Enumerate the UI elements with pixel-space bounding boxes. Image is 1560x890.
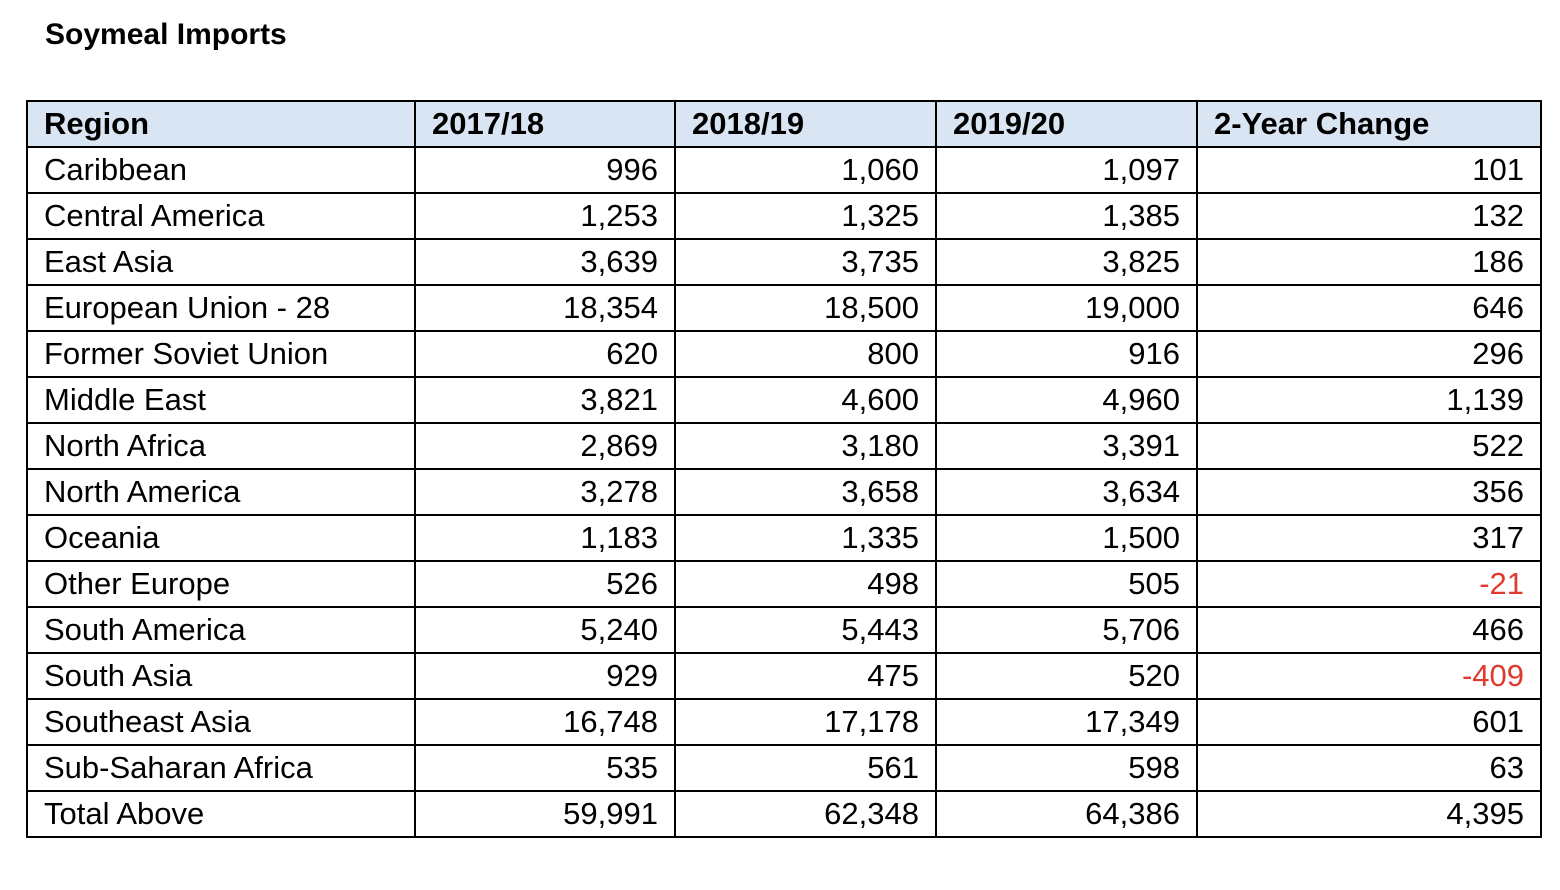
- value-2019-20-cell: 598: [936, 745, 1197, 791]
- value-2017-18-cell: 18,354: [415, 285, 675, 331]
- table-row: [27, 423, 1541, 469]
- value-2017-18-cell: 526: [415, 561, 675, 607]
- value-2017-18-cell: 59,991: [415, 791, 675, 837]
- value-2018-19-cell: 62,348: [675, 791, 936, 837]
- two-year-change-cell: -21: [1197, 561, 1541, 607]
- value-2018-19-cell: 18,500: [675, 285, 936, 331]
- table-row: [27, 745, 1541, 791]
- region-cell: North America: [27, 469, 415, 515]
- table-row: [27, 699, 1541, 745]
- two-year-change-cell: 356: [1197, 469, 1541, 515]
- value-2018-19-cell: 3,180: [675, 423, 936, 469]
- value-2018-19-cell: 17,178: [675, 699, 936, 745]
- value-2018-19-cell: 561: [675, 745, 936, 791]
- region-cell: South Asia: [27, 653, 415, 699]
- value-2017-18-cell: 1,253: [415, 193, 675, 239]
- value-2018-19-cell: 5,443: [675, 607, 936, 653]
- table-row: [27, 285, 1541, 331]
- value-2019-20-cell: 3,825: [936, 239, 1197, 285]
- value-2019-20-cell: 1,385: [936, 193, 1197, 239]
- value-2017-18-cell: 929: [415, 653, 675, 699]
- column-header-2018-19: 2018/19: [675, 101, 936, 147]
- table-row: [27, 331, 1541, 377]
- table-row: [27, 239, 1541, 285]
- table-row: [27, 791, 1541, 837]
- value-2019-20-cell: 17,349: [936, 699, 1197, 745]
- value-2017-18-cell: 3,821: [415, 377, 675, 423]
- value-2019-20-cell: 19,000: [936, 285, 1197, 331]
- region-cell: North Africa: [27, 423, 415, 469]
- table-row: [27, 561, 1541, 607]
- value-2019-20-cell: 520: [936, 653, 1197, 699]
- table-row: [27, 653, 1541, 699]
- two-year-change-cell: 186: [1197, 239, 1541, 285]
- column-header-2017-18: 2017/18: [415, 101, 675, 147]
- table-row: [27, 193, 1541, 239]
- region-cell: Oceania: [27, 515, 415, 561]
- value-2018-19-cell: 3,658: [675, 469, 936, 515]
- region-cell: Central America: [27, 193, 415, 239]
- two-year-change-cell: 466: [1197, 607, 1541, 653]
- value-2017-18-cell: 5,240: [415, 607, 675, 653]
- two-year-change-cell: -409: [1197, 653, 1541, 699]
- value-2019-20-cell: 505: [936, 561, 1197, 607]
- value-2017-18-cell: 620: [415, 331, 675, 377]
- value-2019-20-cell: 4,960: [936, 377, 1197, 423]
- value-2017-18-cell: 2,869: [415, 423, 675, 469]
- soymeal-imports-table: [26, 100, 1542, 838]
- value-2019-20-cell: 5,706: [936, 607, 1197, 653]
- value-2019-20-cell: 64,386: [936, 791, 1197, 837]
- table-body: [27, 147, 1541, 837]
- value-2019-20-cell: 916: [936, 331, 1197, 377]
- two-year-change-cell: 1,139: [1197, 377, 1541, 423]
- region-cell: Former Soviet Union: [27, 331, 415, 377]
- table-row: [27, 515, 1541, 561]
- value-2017-18-cell: 535: [415, 745, 675, 791]
- two-year-change-cell: 601: [1197, 699, 1541, 745]
- two-year-change-cell: 4,395: [1197, 791, 1541, 837]
- region-cell: Sub-Saharan Africa: [27, 745, 415, 791]
- value-2019-20-cell: 3,391: [936, 423, 1197, 469]
- two-year-change-cell: 132: [1197, 193, 1541, 239]
- table-row: [27, 607, 1541, 653]
- region-cell: European Union - 28: [27, 285, 415, 331]
- two-year-change-cell: 646: [1197, 285, 1541, 331]
- value-2018-19-cell: 4,600: [675, 377, 936, 423]
- two-year-change-cell: 101: [1197, 147, 1541, 193]
- value-2017-18-cell: 16,748: [415, 699, 675, 745]
- header-row: [27, 101, 1541, 147]
- value-2018-19-cell: 1,325: [675, 193, 936, 239]
- value-2019-20-cell: 1,097: [936, 147, 1197, 193]
- value-2018-19-cell: 800: [675, 331, 936, 377]
- table-row: [27, 469, 1541, 515]
- value-2017-18-cell: 3,639: [415, 239, 675, 285]
- two-year-change-cell: 317: [1197, 515, 1541, 561]
- table-row: [27, 147, 1541, 193]
- column-header-2-year-change: 2-Year Change: [1197, 101, 1541, 147]
- value-2018-19-cell: 3,735: [675, 239, 936, 285]
- value-2017-18-cell: 1,183: [415, 515, 675, 561]
- table-row: [27, 377, 1541, 423]
- region-cell: East Asia: [27, 239, 415, 285]
- value-2018-19-cell: 1,060: [675, 147, 936, 193]
- column-header-2019-20: 2019/20: [936, 101, 1197, 147]
- page-title: Soymeal Imports: [45, 18, 287, 51]
- value-2017-18-cell: 3,278: [415, 469, 675, 515]
- region-cell: Southeast Asia: [27, 699, 415, 745]
- column-header-region: Region: [27, 101, 415, 147]
- region-cell: Middle East: [27, 377, 415, 423]
- region-cell: Caribbean: [27, 147, 415, 193]
- two-year-change-cell: 522: [1197, 423, 1541, 469]
- value-2017-18-cell: 996: [415, 147, 675, 193]
- region-cell: South America: [27, 607, 415, 653]
- region-cell: Total Above: [27, 791, 415, 837]
- value-2018-19-cell: 498: [675, 561, 936, 607]
- region-cell: Other Europe: [27, 561, 415, 607]
- value-2018-19-cell: 1,335: [675, 515, 936, 561]
- two-year-change-cell: 63: [1197, 745, 1541, 791]
- two-year-change-cell: 296: [1197, 331, 1541, 377]
- value-2019-20-cell: 3,634: [936, 469, 1197, 515]
- value-2018-19-cell: 475: [675, 653, 936, 699]
- value-2019-20-cell: 1,500: [936, 515, 1197, 561]
